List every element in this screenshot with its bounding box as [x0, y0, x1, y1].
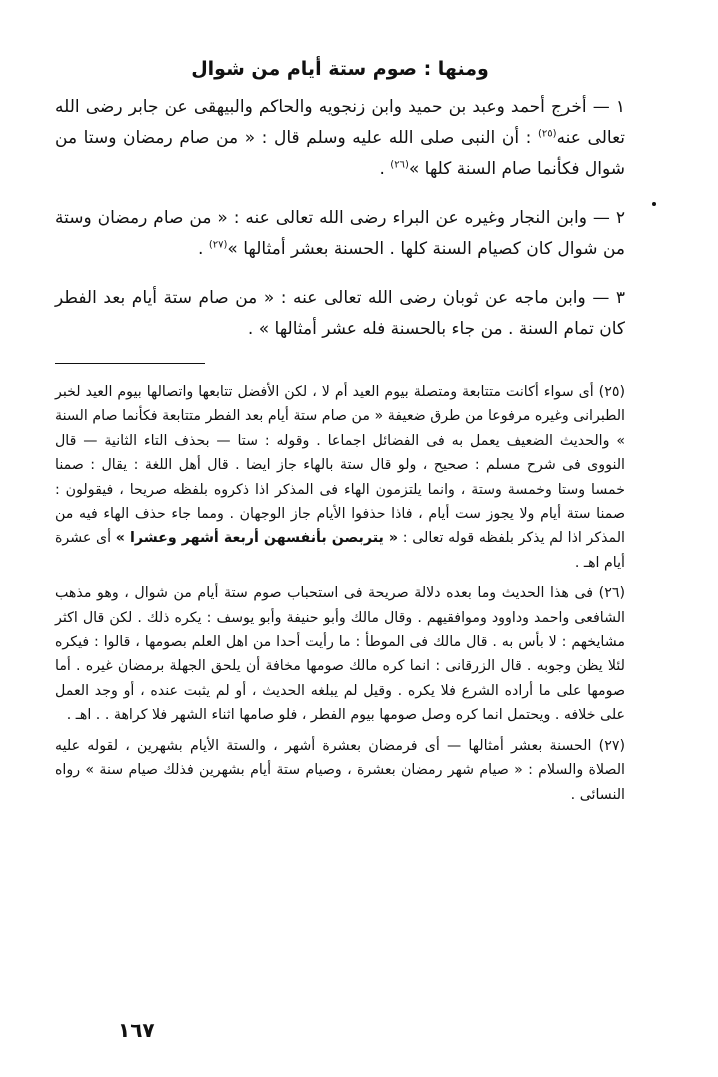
- hadith-1: [55, 92, 625, 185]
- footnote-26: [55, 581, 625, 727]
- footnote-ref: (٢٥): [538, 128, 557, 140]
- footnote-text: (٢٦) فى هذا الحديث وما بعده دلالة صريحة فى استحباب صوم ستة أيام من شوال ، وهو مذهب الشافعى واحمد وداوود وموافقيهم . وقال مالك وأبو حنيفة وأبو يوسف : يكره ذلك . لكن قال اكثر مشايخهم : لا بأس به . قال مالك فى الموطأ : ما رأيت أحدا من اهل العلم بصومها ، قالوا : فيكره لئلا يظن وجوبه . قال الزرقانى : انما كره مالك صومها مخافة أن يلحق الجهلة برمضان غيره . أما صومها على ما أراده الشرع فلا يكره . وقيل لم يبلغه الحديث ، أو لم يثبت عنده ، أو وجد العمل على خلافه . ويحتمل انما كره وصل صومها بيوم الفطر ، فلو صامها اثناء الشهر فلا كراهة . . اهـ .: [55, 585, 625, 724]
- book-page: [55, 58, 625, 813]
- footnote-text: (٢٥) أى سواء أكانت متتابعة ومتصلة بيوم العيد أم لا ، لكن الأفضل تتابعها واتصالها بيوم العيد لخبر الطبرانى وغيره مرفوعا من طرق ضعيفة « من صام ستة أيام بعد الفطر متتابعة فكأنما صام السنة » والحديث الضعيف يعمل به فى الفضائل اجماعا . وقوله : ستا — بحذف التاء الثانية — قال النووى فى شرح مسلم : صحيح ، ولو قال ستة بالهاء جاز ايضا . قال أهل اللغة : يقال : صمنا خمسا وستا وخمسة وستة ، وانما يلتزمون الهاء فى المذكر اذا ذكروه بلفظه صريحا ، فيقولون : صمنا ستة أيام ولا يجوز ست أيام ، فاذا حذفوا الأيام جاز الوجهان . ومما جاء حذف الهاء فيه من المذكر اذا لم يذكر بلفظه قوله تعالى :: [55, 384, 625, 547]
- footnote-text: أى عشرة أيام اهـ .: [55, 530, 625, 571]
- hadith-end: .: [379, 159, 385, 179]
- quran-quote: « يتربصن بأنفسهن أربعة أشهر وعشرا »: [115, 530, 399, 547]
- hadith-text: : أن النبى صلى الله عليه وسلم قال : « من صام رمضان وستا من شوال فكأنما صام السنة كلها »: [55, 128, 625, 179]
- hadith-text: وابن النجار وغيره عن البراء رضى الله تعالى عنه : « من صام رمضان وستة من شوال كان كصيام السنة كلها . الحسنة بعشر أمثالها »: [55, 208, 625, 259]
- footnote-ref: (٢٧): [208, 239, 228, 251]
- hadith-text: وابن ماجه عن ثوبان رضى الله تعالى عنه : « من صام ستة أيام بعد الفطر كان تمام السنة . من جاء بالحسنة فله عشر أمثالها » .: [55, 288, 625, 339]
- hadith-3: [55, 283, 625, 345]
- scan-speck: [652, 202, 656, 206]
- hadith-2: [55, 203, 625, 265]
- footnote-ref: (٢٦): [390, 159, 409, 171]
- page-number: ١٦٧: [118, 1018, 155, 1042]
- footnote-25: [55, 380, 625, 575]
- footnote-27: [55, 734, 625, 807]
- section-heading: ومنها : صوم ستة أيام من شوال: [191, 58, 489, 80]
- hadith-text: أخرج أحمد وعبد بن حميد وابن زنجويه والحاكم والبيهقى عن جابر رضى الله تعالى عنه: [55, 97, 626, 148]
- footnote-divider: [55, 363, 205, 364]
- hadith-number: ١ —: [592, 97, 625, 117]
- hadith-end: .: [198, 239, 204, 259]
- hadith-number: ٣ —: [592, 288, 626, 308]
- footnote-text: (٢٧) الحسنة بعشر أمثالها — أى فرمضان بعشرة أشهر ، والستة الأيام بشهرين ، لقوله عليه الصلاة والسلام : « صيام شهر رمضان بعشرة ، وصيام ستة أيام بشهرين فذلك صيام سنة » رواه النسائى .: [55, 737, 625, 803]
- hadith-number: ٢ —: [592, 208, 626, 228]
